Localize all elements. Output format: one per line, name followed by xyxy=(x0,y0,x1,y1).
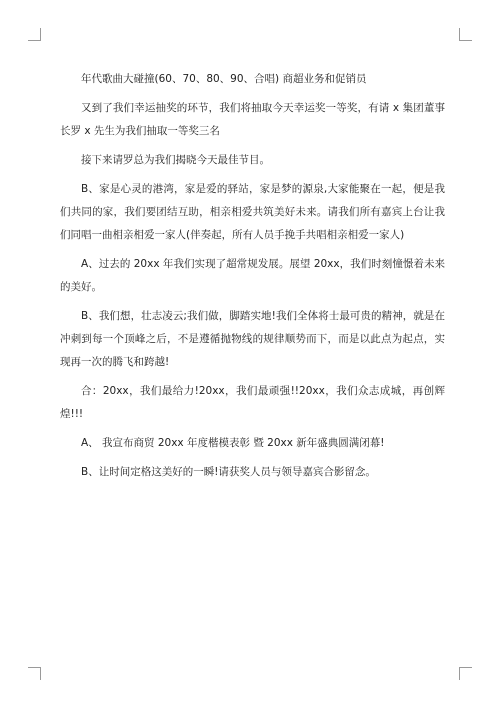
crop-mark-top-right xyxy=(459,28,472,41)
paragraph-chorus: 合：20xx，我们最给力!20xx，我们最顽强!!20xx，我们众志成城，再创辉煌!!! xyxy=(60,385,445,420)
paragraph-closing-announcement: A、 我宣布商贸 20xx 年度楷模表彰 暨 20xx 新年盛典圆满闭幕! xyxy=(81,437,385,449)
paragraph-song-medley: 年代歌曲大碰撞(60、70、80、90、合唱) 商超业务和促销员 xyxy=(81,73,367,85)
document-body xyxy=(60,68,445,490)
crop-mark-bottom-left xyxy=(28,667,41,680)
paragraph-family-song: B、家是心灵的港湾，家是爱的驿站，家是梦的源泉,大家能聚在一起，便是我们共同的家，我们要团结互助，相亲相爱共筑美好未来。请我们所有嘉宾上台让我们同唱一曲相亲相爱一家人(伴奏起，所有人员手挽手共唱相亲相爱一家人) xyxy=(60,183,445,241)
crop-mark-top-left xyxy=(28,28,41,41)
paragraph-group-photo: B、让时间定格这美好的一瞬!请获奖人员与领导嘉宾合影留念。 xyxy=(81,466,376,478)
paragraph-best-program: 接下来请罗总为我们揭晓今天最佳节目。 xyxy=(81,154,270,166)
paragraph-review-outlook: A、过去的 20xx 年我们实现了超常规发展。展望 20xx，我们时刻憧憬着未来的美好。 xyxy=(60,258,445,293)
paragraph-lucky-draw: 又到了我们幸运抽奖的环节，我们将抽取今天幸运奖一等奖，有请 x 集团董事长罗 x 先生为我们抽取一等奖三名 xyxy=(60,102,445,137)
crop-mark-bottom-right xyxy=(459,667,472,680)
paragraph-spirit: B、我们想，壮志凌云;我们做，脚踏实地!我们全体将士最可贵的精神，就是在冲刺到每一个顶峰之后，不是遵循抛物线的规律顺势而下，而是以此点为起点，实现再一次的腾飞和跨越! xyxy=(60,310,445,368)
